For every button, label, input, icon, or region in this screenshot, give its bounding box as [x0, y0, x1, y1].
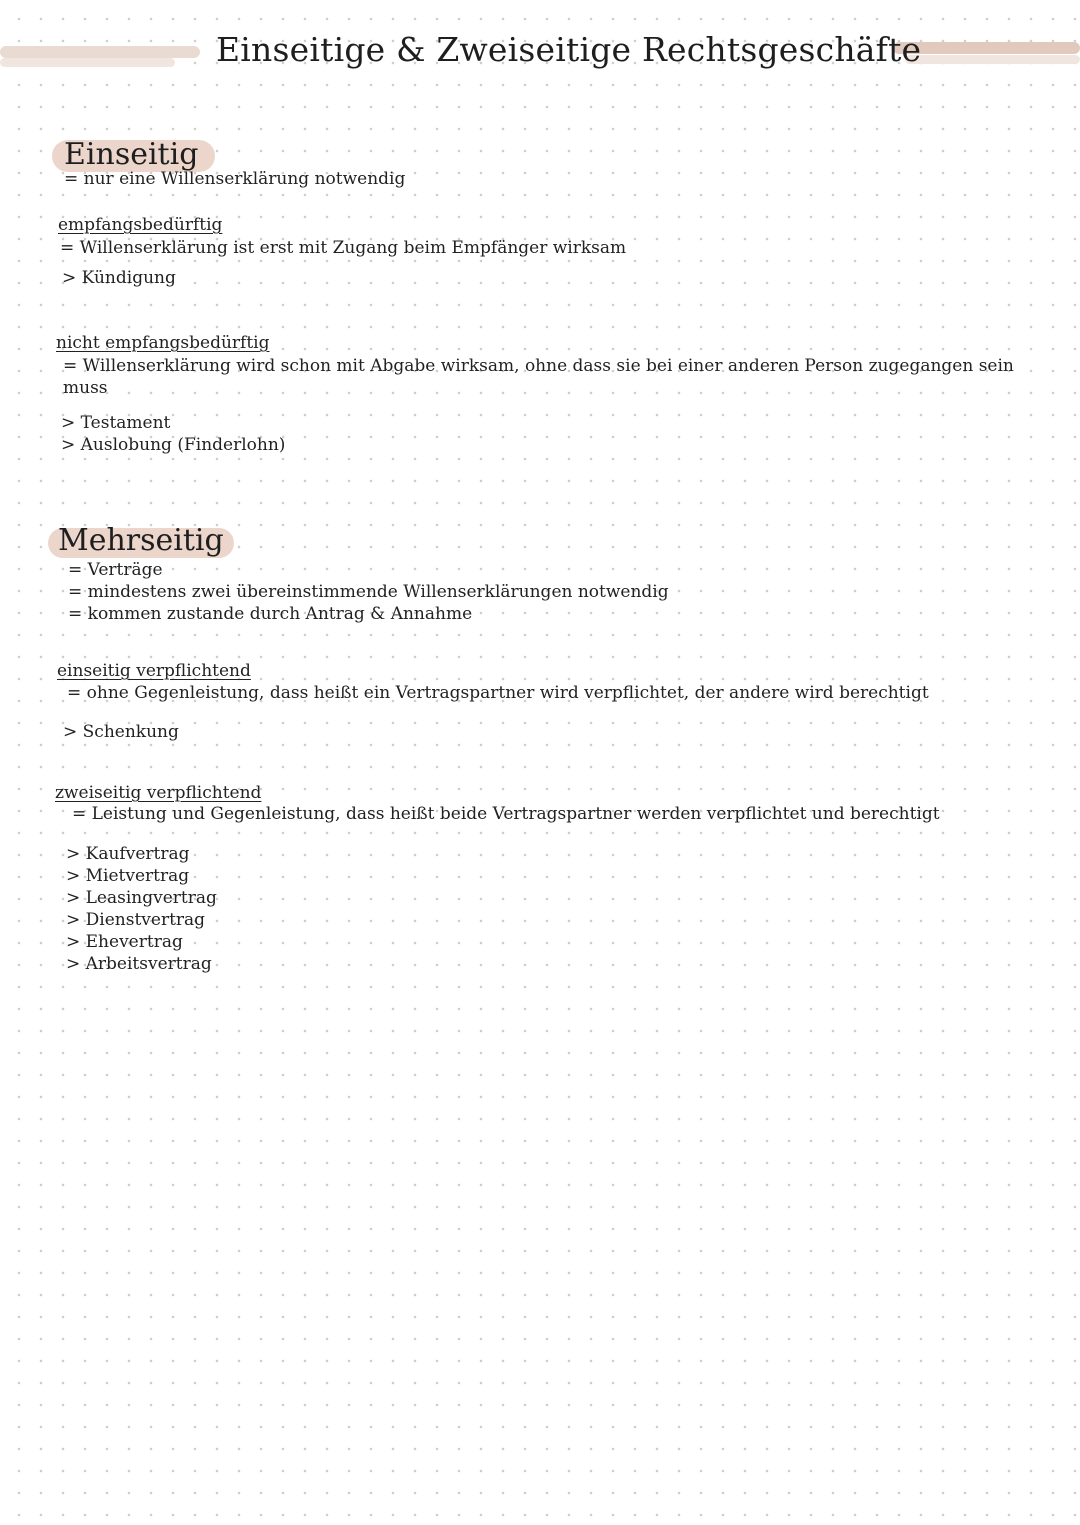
list-item: > Kündigung — [62, 268, 176, 288]
list-item: > Auslobung (Finderlohn) — [61, 435, 286, 455]
section-heading-mehrseitig: Mehrseitig — [58, 523, 224, 558]
zweiseitig-verpflichtend-examples — [66, 843, 217, 975]
subheading-einseitig-verpflichtend: einseitig verpflichtend — [57, 661, 251, 681]
list-item: > Testament — [61, 413, 171, 433]
list-item: = mindestens zwei übereinstimmende Willenserklärungen notwendig — [68, 582, 669, 602]
title-bar-right-lower — [905, 55, 1080, 64]
section-heading-einseitig: Einseitig — [64, 137, 199, 172]
list-item: = kommen zustande durch Antrag & Annahme — [68, 604, 473, 624]
einseitig-verpflichtend-examples — [63, 721, 179, 743]
empfangsbeduerftig-examples — [62, 267, 176, 289]
mehrseitig-definitions — [68, 559, 669, 625]
empfangsbeduerftig-definition: = Willenserklärung ist erst mit Zugang beim Empfänger wirksam — [60, 238, 627, 258]
list-item: > Arbeitsvertrag — [66, 954, 212, 974]
nicht-empfangsbeduerftig-definition: = Willenserklärung wird schon mit Abgabe wirksam, ohne dass sie bei einer anderen Person zugegangen sein muss — [63, 356, 1014, 398]
list-item: > Schenkung — [63, 722, 179, 742]
subheading-zweiseitig-verpflichtend: zweiseitig verpflichtend — [55, 783, 262, 803]
nicht-empfangsbeduerftig-examples — [61, 412, 285, 456]
list-item: > Dienstvertrag — [66, 910, 206, 930]
list-item: > Kaufvertrag — [66, 844, 190, 864]
zweiseitig-verpflichtend-definition: = Leistung und Gegenleistung, dass heißt beide Vertragspartner werden verpflichtet und berechtigt — [72, 804, 940, 824]
title-bar-left — [0, 46, 200, 58]
list-item: > Leasingvertrag — [66, 888, 217, 908]
list-item: = Verträge — [68, 560, 163, 580]
page-title: Einseitige & Zweiseitige Rechtsgeschäfte — [216, 30, 922, 69]
subheading-nicht-empfangsbeduerftig: nicht empfangsbedürftig — [56, 333, 270, 353]
title-bar-left-lower — [0, 58, 175, 67]
einseitig-definition: = nur eine Willenserklärung notwendig — [64, 169, 406, 189]
list-item: > Ehevertrag — [66, 932, 183, 952]
einseitig-verpflichtend-definition: = ohne Gegenleistung, dass heißt ein Vertragspartner wird verpflichtet, der andere wird berechtigt — [67, 683, 929, 703]
subheading-empfangsbeduerftig: empfangsbedürftig — [58, 215, 223, 235]
list-item: > Mietvertrag — [66, 866, 190, 886]
